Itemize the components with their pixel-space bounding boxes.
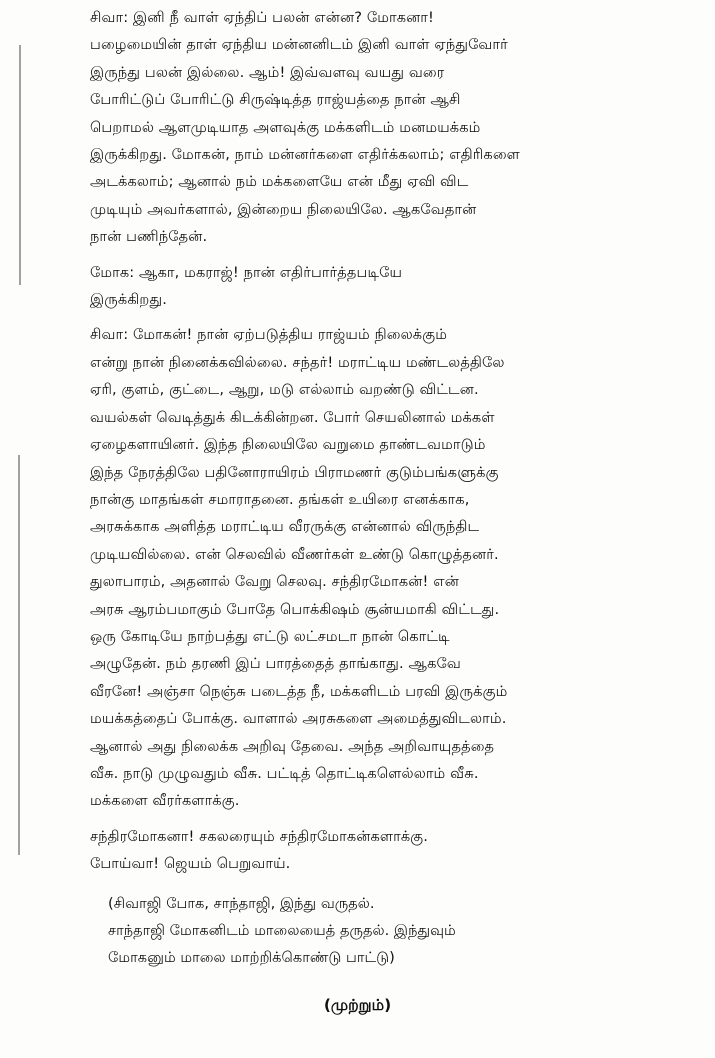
text-line: ஏழைகளாயினர். இந்த நிலையிலே வறுமை தாண்டவமாடும் bbox=[90, 436, 486, 454]
text-line: அடக்கலாம்; ஆனால் நம் மக்களையே என் மீது ஏவி விட bbox=[90, 173, 469, 191]
text-line: அரசுக்காக அளித்த மராட்டிய வீரருக்கு என்னால் விருந்திட bbox=[90, 518, 480, 536]
text-line: ஆனால் அது நிலைக்க அறிவு தேவை. அந்த அறிவாயுதத்தை bbox=[90, 737, 495, 755]
text-line: இருந்து பலன் இல்லை. ஆம்! இவ்வளவு வயது வரை bbox=[90, 63, 445, 81]
dialogue-paragraph-siva-1 bbox=[48, 4, 668, 251]
text-line: இருக்கிறது. மோகன், நாம் மன்னர்களை எதிர்க்கலாம்; எதிரிகளை bbox=[90, 146, 520, 164]
text-line: பழைமையின் தாள் ஏந்திய மன்னனிடம் இனி வாள் ஏந்துவோர் bbox=[90, 36, 508, 54]
text-line: சாந்தாஜி மோகனிடம் மாலையைத் தருதல். இந்துவும் bbox=[108, 922, 456, 939]
text-line: மக்களை வீரர்களாக்கு. bbox=[90, 792, 240, 810]
ending-label: (முற்றும்) bbox=[323, 996, 392, 1014]
text-line: வீரனே! அஞ்சா நெஞ்சு படைத்த நீ, மக்களிடம் பரவி இருக்கும் bbox=[90, 682, 508, 700]
dialogue-paragraph-moga bbox=[48, 259, 668, 314]
dialogue-paragraph-siva-2 bbox=[48, 321, 668, 814]
page-body bbox=[48, 4, 668, 972]
text-line: நான்கு மாதங்கள் சமாராதனை. தங்கள் உயிரை எனக்காக, bbox=[90, 490, 470, 508]
text-line: வயல்கள் வெடித்துக் கிடக்கின்றன. போர் செயலினால் மக்கள் bbox=[90, 408, 495, 426]
margin-mark bbox=[19, 45, 21, 285]
text-line: பெறாமல் ஆளமுடியாத அளவுக்கு மக்களிடம் மனமயக்கம் bbox=[90, 118, 481, 136]
text-line: நான் பணிந்தேன். bbox=[90, 228, 208, 246]
text-line: ஏரி, குளம், குட்டை, ஆறு, மடு எல்லாம் வறண்டு விட்டன. bbox=[90, 381, 479, 399]
text-line: சந்திரமோகனா! சகலரையும் சந்திரமோகன்களாக்கு. bbox=[90, 827, 428, 845]
stage-direction bbox=[108, 890, 673, 972]
text-line: (சிவாஜி போக, சாந்தாஜி, இந்து வருதல். bbox=[108, 894, 375, 912]
text-line: முடியும் அவர்களால், இன்றைய நிலையிலே. ஆகவேதான் bbox=[90, 200, 477, 218]
text-line: அழுதேன். நம் தரணி இப் பாரத்தைத் தாங்காது. ஆகவே bbox=[90, 655, 461, 673]
text-line: போய்வா! ஜெயம் பெறுவாய். bbox=[90, 855, 291, 873]
text-line: மோகனும் மாலை மாற்றிக்கொண்டு பாட்டு) bbox=[108, 949, 395, 967]
margin-mark bbox=[18, 455, 20, 855]
text-line: என்று நான் நினைக்கவில்லை. சந்தர்! மராட்டிய மண்டலத்திலே bbox=[90, 353, 505, 371]
text-line: போரிட்டுப் போரிட்டு சிருஷ்டித்த ராஜ்யத்தை நான் ஆசி bbox=[90, 91, 461, 109]
text-line: சிவா: மோகன்! நான் ஏற்படுத்திய ராஜ்யம் நிலைக்கும் bbox=[90, 326, 448, 344]
dialogue-paragraph-siva-3 bbox=[48, 823, 668, 878]
text-line: மோக: ஆகா, மகராஜ்! நான் எதிர்பார்த்தபடியே bbox=[90, 263, 403, 281]
text-line: ஒரு கோடியே நாற்பத்து எட்டு லட்சமடா நான் கொட்டி bbox=[90, 627, 450, 645]
text-line: முடியவில்லை. என் செலவில் வீணர்கள் உண்டு கொழுத்தனர். bbox=[90, 545, 499, 563]
text-line: இருக்கிறது. bbox=[90, 291, 167, 309]
text-line: அரசு ஆரம்பமாகும் போதே பொக்கிஷம் சூன்யமாகி விட்டது. bbox=[90, 600, 500, 618]
text-line: மயக்கத்தைப் போக்கு. வாளால் அரசுகளை அமைத்துவிடலாம். bbox=[90, 710, 507, 728]
text-line: துலாபாரம், அதனால் வேறு செலவு. சந்திரமோகன்! என் bbox=[90, 573, 459, 591]
text-line: சிவா: இனி நீ வாள் ஏந்திப் பலன் என்ன? மோகனா! bbox=[90, 9, 434, 26]
text-line: வீசு. நாடு முழுவதும் வீசு. பட்டித் தொட்டிகளெல்லாம் வீசு. bbox=[90, 764, 479, 782]
text-line: இந்த நேரத்திலே பதினோராயிரம் பிராமணர் குடும்பங்களுக்கு bbox=[90, 463, 499, 481]
